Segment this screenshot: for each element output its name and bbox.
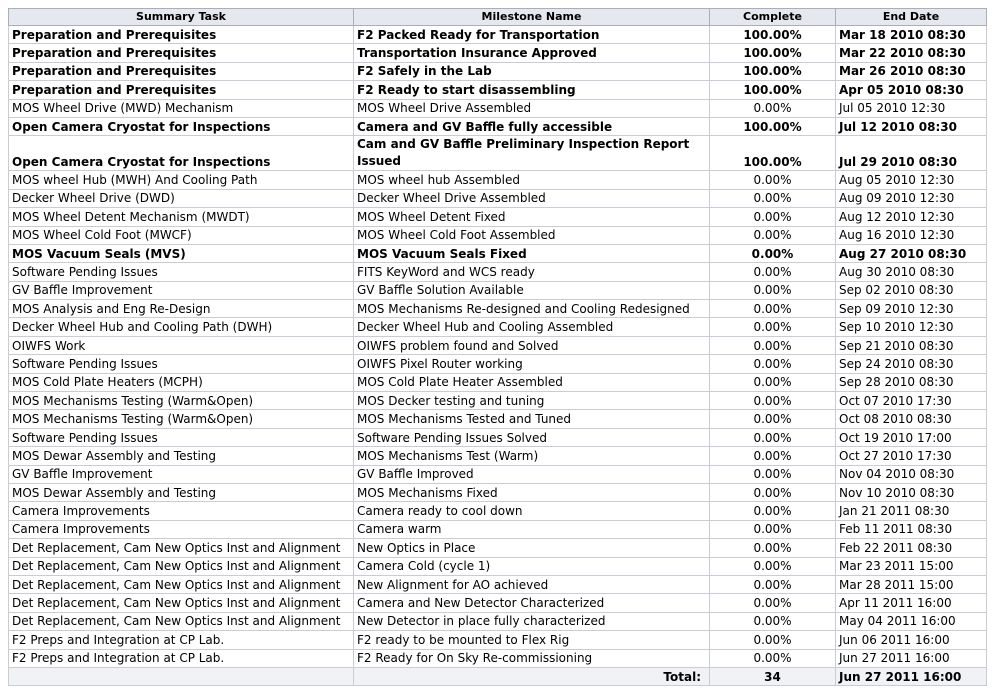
end-date-cell: Jul 12 2010 08:30 <box>836 117 987 135</box>
table-row[interactable] <box>9 483 987 501</box>
milestone-name-cell: MOS Wheel Drive Assembled <box>354 99 710 117</box>
milestone-name-cell: New Optics in Place <box>354 539 710 557</box>
total-end-date: Jun 27 2011 16:00 <box>836 667 987 685</box>
summary-task-cell: GV Baffle Improvement <box>9 281 354 299</box>
complete-cell: 0.00% <box>710 557 836 575</box>
end-date-cell: Sep 09 2010 12:30 <box>836 300 987 318</box>
summary-task-cell: MOS Wheel Drive (MWD) Mechanism <box>9 99 354 117</box>
table-row[interactable] <box>9 575 987 593</box>
summary-task-cell: MOS Analysis and Eng Re-Design <box>9 300 354 318</box>
table-row[interactable] <box>9 392 987 410</box>
summary-task-cell: Camera Improvements <box>9 502 354 520</box>
table-row[interactable] <box>9 447 987 465</box>
table-row[interactable] <box>9 612 987 630</box>
table-row[interactable] <box>9 244 987 262</box>
end-date-cell: Jul 05 2010 12:30 <box>836 99 987 117</box>
summary-task-cell: Preparation and Prerequisites <box>9 26 354 44</box>
complete-cell: 0.00% <box>710 483 836 501</box>
table-row[interactable] <box>9 226 987 244</box>
table-row[interactable] <box>9 428 987 446</box>
table-row[interactable] <box>9 136 987 171</box>
milestone-name-cell: Decker Wheel Hub and Cooling Assembled <box>354 318 710 336</box>
complete-cell: 100.00% <box>710 62 836 80</box>
table-row[interactable] <box>9 81 987 99</box>
milestone-name-cell: Decker Wheel Drive Assembled <box>354 189 710 207</box>
end-date-cell: Aug 30 2010 08:30 <box>836 263 987 281</box>
milestone-name-cell: Transportation Insurance Approved <box>354 44 710 62</box>
table-row[interactable] <box>9 26 987 44</box>
milestone-name-cell: Software Pending Issues Solved <box>354 428 710 446</box>
end-date-cell: Jun 06 2011 16:00 <box>836 631 987 649</box>
milestone-name-cell: Camera Cold (cycle 1) <box>354 557 710 575</box>
milestone-name-cell: MOS Mechanisms Fixed <box>354 483 710 501</box>
complete-cell: 0.00% <box>710 281 836 299</box>
table-row[interactable] <box>9 99 987 117</box>
milestone-name-cell: MOS Mechanisms Tested and Tuned <box>354 410 710 428</box>
summary-task-cell: Det Replacement, Cam New Optics Inst and Alignment <box>9 539 354 557</box>
milestone-name-cell: MOS Decker testing and tuning <box>354 392 710 410</box>
end-date-cell: Oct 08 2010 08:30 <box>836 410 987 428</box>
end-date-cell: May 04 2011 16:00 <box>836 612 987 630</box>
complete-cell: 0.00% <box>710 336 836 354</box>
complete-cell: 0.00% <box>710 263 836 281</box>
end-date-cell: Aug 27 2010 08:30 <box>836 244 987 262</box>
summary-task-cell: Decker Wheel Drive (DWD) <box>9 189 354 207</box>
milestone-name-cell: Camera warm <box>354 520 710 538</box>
summary-task-cell: Software Pending Issues <box>9 428 354 446</box>
end-date-cell: Sep 02 2010 08:30 <box>836 281 987 299</box>
end-date-cell: Oct 27 2010 17:30 <box>836 447 987 465</box>
end-date-cell: Aug 12 2010 12:30 <box>836 208 987 226</box>
complete-cell: 0.00% <box>710 244 836 262</box>
table-row[interactable] <box>9 336 987 354</box>
summary-task-cell: Preparation and Prerequisites <box>9 81 354 99</box>
complete-cell: 0.00% <box>710 300 836 318</box>
complete-cell: 0.00% <box>710 392 836 410</box>
end-date-cell: Mar 28 2011 15:00 <box>836 575 987 593</box>
table-header <box>9 9 987 26</box>
milestone-name-cell: F2 Ready for On Sky Re-commissioning <box>354 649 710 667</box>
complete-cell: 0.00% <box>710 208 836 226</box>
header-summary-task[interactable]: Summary Task <box>9 9 354 26</box>
end-date-cell: Aug 05 2010 12:30 <box>836 171 987 189</box>
milestone-table <box>8 8 987 686</box>
summary-task-cell: Software Pending Issues <box>9 263 354 281</box>
complete-cell: 0.00% <box>710 318 836 336</box>
complete-cell: 0.00% <box>710 373 836 391</box>
milestone-name-cell: MOS Cold Plate Heater Assembled <box>354 373 710 391</box>
milestone-name-cell: FITS KeyWord and WCS ready <box>354 263 710 281</box>
milestone-name-cell: F2 ready to be mounted to Flex Rig <box>354 631 710 649</box>
milestone-name-cell: F2 Packed Ready for Transportation <box>354 26 710 44</box>
table-row[interactable] <box>9 281 987 299</box>
summary-task-cell: Software Pending Issues <box>9 355 354 373</box>
table-row[interactable] <box>9 171 987 189</box>
table-row[interactable] <box>9 117 987 135</box>
summary-task-cell: MOS Vacuum Seals (MVS) <box>9 244 354 262</box>
table-footer <box>9 667 987 685</box>
milestone-name-cell: GV Baffle Improved <box>354 465 710 483</box>
complete-cell: 0.00% <box>710 226 836 244</box>
table-row[interactable] <box>9 189 987 207</box>
milestone-name-cell: Cam and GV Baffle Preliminary Inspection Report Issued <box>354 136 710 171</box>
complete-cell: 0.00% <box>710 428 836 446</box>
milestone-name-cell: GV Baffle Solution Available <box>354 281 710 299</box>
table-row[interactable] <box>9 263 987 281</box>
summary-task-cell: MOS Cold Plate Heaters (MCPH) <box>9 373 354 391</box>
table-row[interactable] <box>9 539 987 557</box>
summary-task-cell: GV Baffle Improvement <box>9 465 354 483</box>
summary-task-cell: Camera Improvements <box>9 520 354 538</box>
milestone-name-cell: MOS Mechanisms Re-designed and Cooling Redesigned <box>354 300 710 318</box>
milestone-name-cell: Camera and GV Baffle fully accessible <box>354 117 710 135</box>
complete-cell: 100.00% <box>710 44 836 62</box>
header-milestone-name[interactable]: Milestone Name <box>354 9 710 26</box>
complete-cell: 0.00% <box>710 447 836 465</box>
summary-task-cell: MOS Wheel Detent Mechanism (MWDT) <box>9 208 354 226</box>
complete-cell: 0.00% <box>710 99 836 117</box>
milestone-name-cell: Camera ready to cool down <box>354 502 710 520</box>
table-row[interactable] <box>9 318 987 336</box>
complete-cell: 0.00% <box>710 594 836 612</box>
end-date-cell: Oct 19 2010 17:00 <box>836 428 987 446</box>
header-complete[interactable]: Complete <box>710 9 836 26</box>
end-date-cell: Sep 28 2010 08:30 <box>836 373 987 391</box>
summary-task-cell: Open Camera Cryostat for Inspections <box>9 136 354 171</box>
total-count: 34 <box>710 667 836 685</box>
summary-task-cell: OIWFS Work <box>9 336 354 354</box>
table-row[interactable] <box>9 520 987 538</box>
complete-cell: 0.00% <box>710 631 836 649</box>
complete-cell: 0.00% <box>710 465 836 483</box>
summary-task-cell: F2 Preps and Integration at CP Lab. <box>9 649 354 667</box>
end-date-cell: Aug 09 2010 12:30 <box>836 189 987 207</box>
complete-cell: 100.00% <box>710 117 836 135</box>
table-row[interactable] <box>9 373 987 391</box>
milestone-name-cell: MOS Vacuum Seals Fixed <box>354 244 710 262</box>
milestone-name-cell: OIWFS problem found and Solved <box>354 336 710 354</box>
table-row[interactable] <box>9 300 987 318</box>
milestone-name-cell: New Alignment for AO achieved <box>354 575 710 593</box>
table-row[interactable] <box>9 410 987 428</box>
total-spacer <box>9 667 354 685</box>
milestone-name-cell: MOS wheel hub Assembled <box>354 171 710 189</box>
end-date-cell: Aug 16 2010 12:30 <box>836 226 987 244</box>
table-row[interactable] <box>9 355 987 373</box>
table-row[interactable] <box>9 44 987 62</box>
end-date-cell: Apr 05 2010 08:30 <box>836 81 987 99</box>
end-date-cell: Nov 10 2010 08:30 <box>836 483 987 501</box>
table-row[interactable] <box>9 502 987 520</box>
complete-cell: 0.00% <box>710 189 836 207</box>
complete-cell: 0.00% <box>710 575 836 593</box>
total-label: Total: <box>354 667 710 685</box>
table-row[interactable] <box>9 208 987 226</box>
table-row[interactable] <box>9 557 987 575</box>
end-date-cell: Mar 23 2011 15:00 <box>836 557 987 575</box>
milestone-name-cell: F2 Safely in the Lab <box>354 62 710 80</box>
complete-cell: 100.00% <box>710 81 836 99</box>
end-date-cell: Jul 29 2010 08:30 <box>836 136 987 171</box>
milestone-name-cell: MOS Mechanisms Test (Warm) <box>354 447 710 465</box>
summary-task-cell: Preparation and Prerequisites <box>9 44 354 62</box>
end-date-cell: Feb 11 2011 08:30 <box>836 520 987 538</box>
summary-task-cell: Decker Wheel Hub and Cooling Path (DWH) <box>9 318 354 336</box>
end-date-cell: Mar 26 2010 08:30 <box>836 62 987 80</box>
end-date-cell: Sep 21 2010 08:30 <box>836 336 987 354</box>
complete-cell: 100.00% <box>710 26 836 44</box>
summary-task-cell: MOS wheel Hub (MWH) And Cooling Path <box>9 171 354 189</box>
complete-cell: 0.00% <box>710 520 836 538</box>
total-row <box>9 667 987 685</box>
milestone-name-cell: New Detector in place fully characterized <box>354 612 710 630</box>
end-date-cell: Oct 07 2010 17:30 <box>836 392 987 410</box>
summary-task-cell: MOS Dewar Assembly and Testing <box>9 483 354 501</box>
end-date-cell: Apr 11 2011 16:00 <box>836 594 987 612</box>
summary-task-cell: Det Replacement, Cam New Optics Inst and Alignment <box>9 612 354 630</box>
complete-cell: 100.00% <box>710 136 836 171</box>
summary-task-cell: MOS Mechanisms Testing (Warm&Open) <box>9 410 354 428</box>
table-row[interactable] <box>9 594 987 612</box>
milestone-name-cell: MOS Wheel Cold Foot Assembled <box>354 226 710 244</box>
table-row[interactable] <box>9 631 987 649</box>
summary-task-cell: Open Camera Cryostat for Inspections <box>9 117 354 135</box>
complete-cell: 0.00% <box>710 171 836 189</box>
end-date-cell: Jun 27 2011 16:00 <box>836 649 987 667</box>
summary-task-cell: Preparation and Prerequisites <box>9 62 354 80</box>
summary-task-cell: MOS Dewar Assembly and Testing <box>9 447 354 465</box>
end-date-cell: Mar 22 2010 08:30 <box>836 44 987 62</box>
end-date-cell: Mar 18 2010 08:30 <box>836 26 987 44</box>
table-row[interactable] <box>9 649 987 667</box>
summary-task-cell: F2 Preps and Integration at CP Lab. <box>9 631 354 649</box>
table-row[interactable] <box>9 62 987 80</box>
end-date-cell: Sep 24 2010 08:30 <box>836 355 987 373</box>
table-row[interactable] <box>9 465 987 483</box>
complete-cell: 0.00% <box>710 649 836 667</box>
header-end-date[interactable]: End Date <box>836 9 987 26</box>
summary-task-cell: Det Replacement, Cam New Optics Inst and Alignment <box>9 594 354 612</box>
milestone-name-cell: MOS Wheel Detent Fixed <box>354 208 710 226</box>
milestone-name-cell: F2 Ready to start disassembling <box>354 81 710 99</box>
complete-cell: 0.00% <box>710 502 836 520</box>
complete-cell: 0.00% <box>710 612 836 630</box>
milestone-name-cell: Camera and New Detector Characterized <box>354 594 710 612</box>
summary-task-cell: Det Replacement, Cam New Optics Inst and Alignment <box>9 557 354 575</box>
summary-task-cell: MOS Wheel Cold Foot (MWCF) <box>9 226 354 244</box>
complete-cell: 0.00% <box>710 410 836 428</box>
end-date-cell: Sep 10 2010 12:30 <box>836 318 987 336</box>
summary-task-cell: MOS Mechanisms Testing (Warm&Open) <box>9 392 354 410</box>
header-row <box>9 9 987 26</box>
table-body <box>9 26 987 668</box>
end-date-cell: Nov 04 2010 08:30 <box>836 465 987 483</box>
summary-task-cell: Det Replacement, Cam New Optics Inst and Alignment <box>9 575 354 593</box>
end-date-cell: Feb 22 2011 08:30 <box>836 539 987 557</box>
complete-cell: 0.00% <box>710 539 836 557</box>
milestone-name-cell: OIWFS Pixel Router working <box>354 355 710 373</box>
complete-cell: 0.00% <box>710 355 836 373</box>
end-date-cell: Jan 21 2011 08:30 <box>836 502 987 520</box>
